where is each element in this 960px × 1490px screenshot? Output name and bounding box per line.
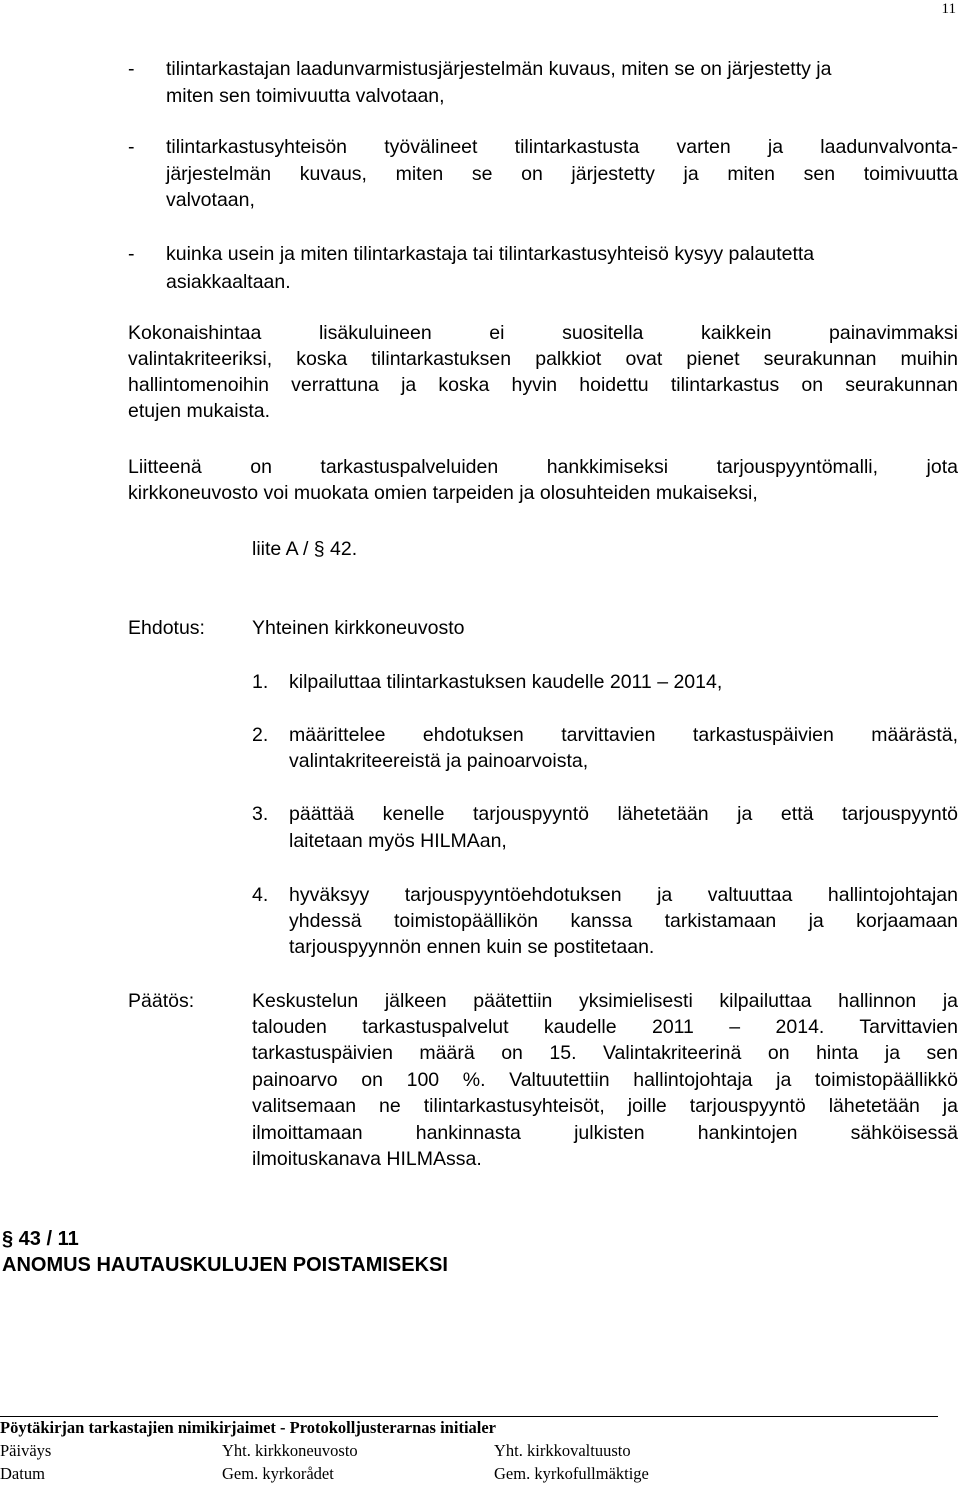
decision-line: painoarvo on 100 %. Valtuutettiin hallintojohtaja ja toimistopäällikkö	[252, 1069, 958, 1091]
decision-line: Keskustelun jälkeen päätettiin yksimielisesti kilpailuttaa hallinnon ja	[252, 990, 958, 1012]
bullet-line: tilintarkastusyhteisön työvälineet tilintarkastusta varten ja laadunvalvonta-	[166, 136, 958, 158]
proposal-item-number: 2.	[252, 724, 269, 746]
bullet-line: järjestelmän kuvaus, miten se on järjestetty ja miten sen toimivuutta	[166, 163, 958, 185]
bullet-dash: -	[128, 58, 135, 80]
footer-heading: Pöytäkirjan tarkastajien nimikirjaimet - Protokolljusterarnas initialer	[0, 1418, 497, 1437]
proposal-item-line: hyväksyy tarjouspyyntöehdotuksen ja valtuuttaa hallintojohtajan	[289, 884, 958, 906]
paragraph-line: Kokonaishintaa lisäkuluineen ei suositella kaikkein painavimmaksi	[128, 322, 958, 344]
footer-cell: Yht. kirkkovaltuusto	[494, 1441, 631, 1460]
proposal-item-number: 3.	[252, 803, 269, 825]
proposal-item-line: määrittelee ehdotuksen tarvittavien tarkastuspäivien määrästä,	[289, 724, 958, 746]
paragraph-line: hallintomenoihin verrattuna ja koska hyvin hoidettu tilintarkastus on seurakunnan	[128, 374, 958, 396]
paragraph-line: Liitteenä on tarkastuspalveluiden hankkimiseksi tarjouspyyntömalli, jota	[128, 456, 958, 478]
bullet-line: kuinka usein ja miten tilintarkastaja tai tilintarkastusyhteisö kysyy palautetta	[166, 243, 815, 265]
decision-label: Päätös:	[128, 990, 195, 1012]
section-number: § 43 / 11	[2, 1228, 79, 1250]
proposal-item-line: valintakriteereistä ja painoarvoista,	[289, 750, 589, 772]
paragraph-line: kirkkoneuvosto voi muokata omien tarpeiden ja olosuhteiden mukaiseksi,	[128, 482, 758, 504]
bullet-dash: -	[128, 136, 135, 158]
decision-line: tarkastuspäivien määrä on 15. Valintakriteerinä on hinta ja sen	[252, 1042, 958, 1064]
footer-cell: Gem. kyrkofullmäktige	[494, 1464, 649, 1483]
bullet-line: asiakkaaltaan.	[166, 271, 291, 293]
footer-cell: Yht. kirkkoneuvosto	[222, 1441, 358, 1460]
proposal-item-number: 1.	[252, 671, 269, 693]
bullet-dash: -	[128, 243, 135, 265]
proposal-label: Ehdotus:	[128, 617, 205, 639]
bullet-line: miten sen toimivuutta valvotaan,	[166, 85, 445, 107]
paragraph-line: etujen mukaista.	[128, 400, 270, 422]
decision-line: ilmoituskanava HILMAssa.	[252, 1148, 482, 1170]
proposal-item-line: tarjouspyynnön ennen kuin se postitetaan.	[289, 936, 655, 958]
footer-cell: Datum	[0, 1464, 45, 1483]
decision-line: ilmoittamaan hankinnasta julkisten hankintojen sähköisessä	[252, 1122, 958, 1144]
bullet-line: valvotaan,	[166, 189, 255, 211]
section-title: ANOMUS HAUTAUSKULUJEN POISTAMISEKSI	[2, 1254, 448, 1276]
proposal-item-number: 4.	[252, 884, 269, 906]
decision-line: valitsemaan ne tilintarkastusyhteisöt, joille tarjouspyyntö lähetetään ja	[252, 1095, 958, 1117]
paragraph-line: valintakriteeriksi, koska tilintarkastuksen palkkiot ovat pienet seurakunnan muihin	[128, 348, 958, 370]
proposal-item-line: päättää kenelle tarjouspyyntö lähetetään ja että tarjouspyyntö	[289, 803, 958, 825]
proposal-item-line: kilpailuttaa tilintarkastuksen kaudelle 2011 – 2014,	[289, 671, 723, 693]
proposal-heading: Yhteinen kirkkoneuvosto	[252, 617, 465, 639]
page-number: 11	[941, 1, 956, 17]
proposal-item-line: laitetaan myös HILMAan,	[289, 830, 507, 852]
decision-line: talouden tarkastuspalvelut kaudelle 2011 – 2014. Tarvittavien	[252, 1016, 958, 1038]
footer-cell: Gem. kyrkorådet	[222, 1464, 334, 1483]
attachment-reference: liite A / § 42.	[252, 538, 358, 560]
proposal-item-line: yhdessä toimistopäällikön kanssa tarkistamaan ja korjaamaan	[289, 910, 958, 932]
bullet-line: tilintarkastajan laadunvarmistusjärjestelmän kuvaus, miten se on järjestetty ja	[166, 58, 832, 80]
footer-cell: Päiväys	[0, 1441, 52, 1460]
footer-divider	[0, 1416, 938, 1417]
